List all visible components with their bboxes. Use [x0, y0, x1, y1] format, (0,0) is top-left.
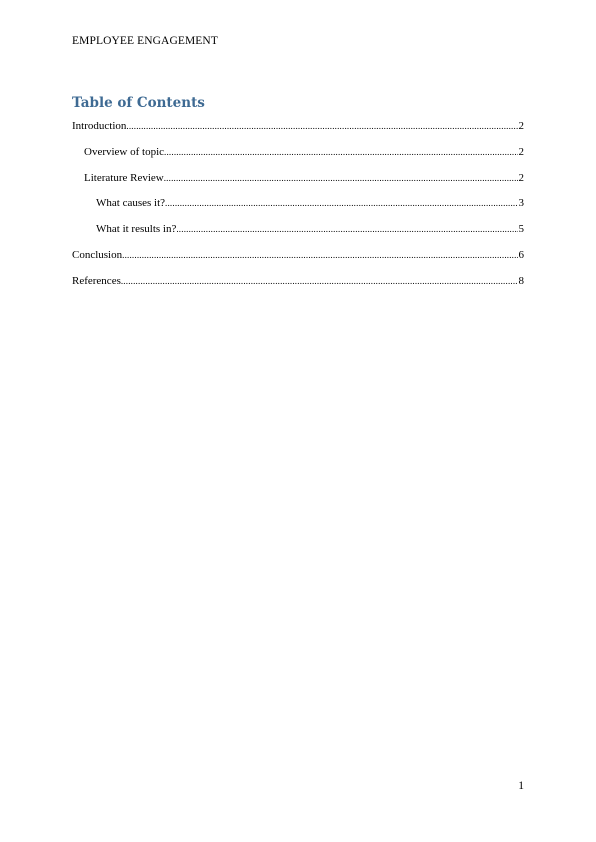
toc-entry-page: 6: [518, 248, 524, 261]
toc-dot-leader: [126, 120, 517, 132]
toc-entry-page: 5: [518, 223, 524, 236]
toc-entry-label: Overview of topic: [84, 145, 165, 158]
toc-entry-label: Literature Review: [84, 171, 164, 184]
table-of-contents: [72, 120, 524, 301]
toc-dot-leader: [176, 223, 517, 235]
toc-entry-page: 2: [518, 145, 524, 158]
toc-entry-label: What it results in?: [96, 223, 177, 236]
toc-dot-leader: [121, 275, 518, 287]
toc-entry-what-it-results-in[interactable]: [72, 223, 524, 235]
toc-entry-literature-review[interactable]: [72, 172, 524, 184]
toc-entry-introduction[interactable]: [72, 120, 524, 132]
toc-entry-page: 2: [518, 120, 524, 132]
toc-entry-label: References: [72, 274, 121, 287]
toc-title: Table of Contents: [72, 95, 205, 111]
toc-dot-leader: [164, 172, 518, 184]
toc-entry-what-causes-it[interactable]: [72, 197, 524, 209]
running-header: EMPLOYEE ENGAGEMENT: [72, 35, 218, 47]
toc-entry-overview-of-topic[interactable]: [72, 146, 524, 158]
toc-entry-label: What causes it?: [96, 197, 166, 210]
toc-entry-conclusion[interactable]: [72, 249, 524, 261]
page-number: 1: [518, 780, 524, 792]
toc-dot-leader: [164, 146, 517, 158]
toc-entry-page: 8: [518, 274, 524, 287]
toc-entry-label: Conclusion: [72, 248, 123, 261]
toc-dot-leader: [122, 249, 517, 261]
toc-dot-leader: [165, 197, 517, 209]
toc-entry-page: 3: [518, 197, 524, 210]
toc-entry-label: Introduction: [72, 120, 127, 132]
toc-entry-page: 2: [518, 171, 524, 184]
toc-entry-references[interactable]: [72, 275, 524, 287]
